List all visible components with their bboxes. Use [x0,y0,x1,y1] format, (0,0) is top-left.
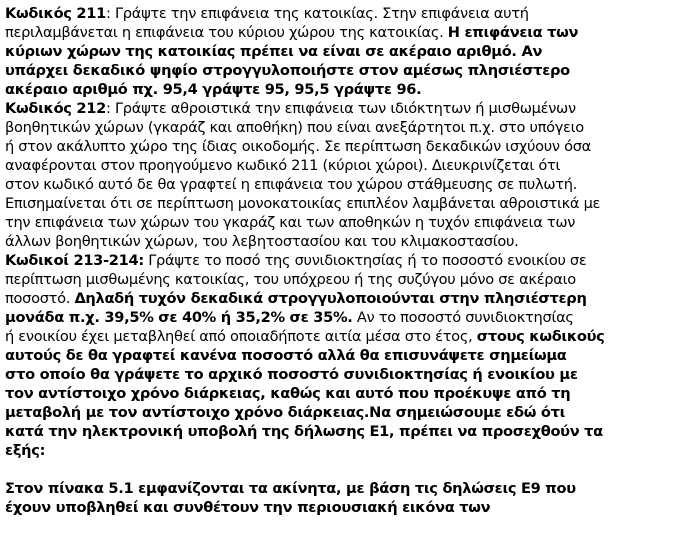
text-segment: : Γράψτε αθροιστικά την επιφάνεια των ιδιόκτητων ή μισθωμένων [106,100,576,117]
text-segment: Επισημαίνεται ότι σε περίπτωση μονοκατοικίας επιπλέον λαμβάνεται αθροιστικά με [5,195,601,212]
text-segment: Αν το ποσοστό συνιδιοκτησίας [352,309,574,326]
text-segment: τον αντίστοιχο χρόνο διάρκειας, καθώς και αυτό που προέκυψε από τη [5,385,571,402]
text-segment: βοηθητικών χώρων (γκαράζ και αποθήκη) που είναι ανεξάρτητοι π.χ. στο υπόγειο [5,119,584,136]
text-segment: Στον πίνακα 5.1 εμφανίζονται τα ακίνητα, με βάση τις δηλώσεις Ε9 που [5,480,576,497]
text-segment: στους κωδικούς [476,328,605,345]
text-line [5,251,691,270]
text-line [5,23,691,42]
text-line [5,99,691,118]
text-segment: Δηλαδή τυχόν δεκαδικά στρογγυλοποιούνται στην πλησιέστερη [74,290,587,307]
text-segment: υπάρχει δεκαδικό ψηφίο στρογγυλοποιήστε στον αμέσως πλησιέστερο [5,62,570,79]
text-line [5,194,691,213]
text-line [5,346,691,365]
text-segment: : Γράψτε την επιφάνεια της κατοικίας. Στην επιφάνεια αυτή [106,5,529,22]
text-line [5,80,691,99]
text-segment: έχουν υποβληθεί και συνθέτουν την περιουσιακή εικόνα των [5,499,491,516]
text-line [5,365,691,384]
text-segment: ακέραιο αριθμό πχ. 95,4 γράψτε 95, 95,5 γράψτε 96. [5,81,422,98]
text-line [5,479,691,498]
text-segment: Κωδικοί 213-214: [5,252,144,269]
text-segment: κατά την ηλεκτρονική υποβολή της δήλωσης Ε1, πρέπει να προσεχθούν τα [5,423,603,440]
text-line [5,308,691,327]
text-line [5,384,691,403]
text-segment: αυτούς δε θα γραφτεί κανένα ποσοστό αλλά θα επισυνάψετε σημείωμα [5,347,567,364]
text-segment: στο οποίο θα γράψετε το αρχικό ποσοστό συνιδιοκτησίας ή ενοικίου με [5,366,578,383]
text-segment: την επιφάνεια των χώρων του γκαράζ και των αποθηκών η τυχόν επιφάνεια των [5,214,576,231]
text-segment: άλλων βοηθητικών χώρων, του λεβητοστασίου και του κλιμακοστασίου. [5,233,519,250]
text-line [5,42,691,61]
text-line [5,137,691,156]
text-line [5,289,691,308]
text-segment: Γράψτε το ποσό της συνιδιοκτησίας ή το ποσοστό ενοικίου σε [143,252,587,269]
text-segment: ή ενοικίου έχει μεταβληθεί από οποιαδήποτε αιτία μέσα στο έτος, [5,328,477,345]
text-line [5,422,691,441]
text-segment: μεταβολή με τον αντίστοιχο χρόνο διάρκειας.Να σημειώσουμε εδώ ότι [5,404,566,421]
text-line [5,327,691,346]
text-line [5,61,691,80]
text-line [5,213,691,232]
text-line [5,232,691,251]
text-segment: περιλαμβάνεται η επιφάνεια του κύριου χώρου της κατοικίας. [5,24,448,41]
blank-line [5,460,691,479]
text-line [5,403,691,422]
text-line [5,441,691,460]
text-segment: αναφέρονται στον προηγούμενο κωδικό 211 (κύριοι χώροι). Διευκρινίζεται ότι [5,157,561,174]
text-segment: στον κωδικό αυτό δε θα γραφτεί η επιφάνεια του χώρου στάθμευσης σε πυλωτή. [5,176,578,193]
text-segment: Η επιφάνεια των [447,24,579,41]
text-line [5,270,691,289]
text-segment: Κωδικός 212 [5,100,106,117]
text-segment: εξής: [5,442,46,459]
text-line [5,175,691,194]
text-line [5,156,691,175]
text-segment: κύριων χώρων της κατοικίας πρέπει να είναι σε ακέραιο αριθμό. Αν [5,43,543,60]
text-line [5,4,691,23]
text-segment: ή στον ακάλυπτο χώρο της ίδιας οικοδομής. Σε περίπτωση δεκαδικών ισχύουν όσα [5,138,591,155]
text-line [5,498,691,517]
text-segment: ποσοστό. [5,290,75,307]
text-line [5,118,691,137]
text-segment: Κωδικός 211 [5,5,106,22]
text-segment: μονάδα π.χ. 39,5% σε 40% ή 35,2% σε 35%. [5,309,353,326]
text-segment: περίπτωση μισθωμένης κατοικίας, του υπόχρεου ή της συζύγου μόνο σε ακέραιο [5,271,576,288]
